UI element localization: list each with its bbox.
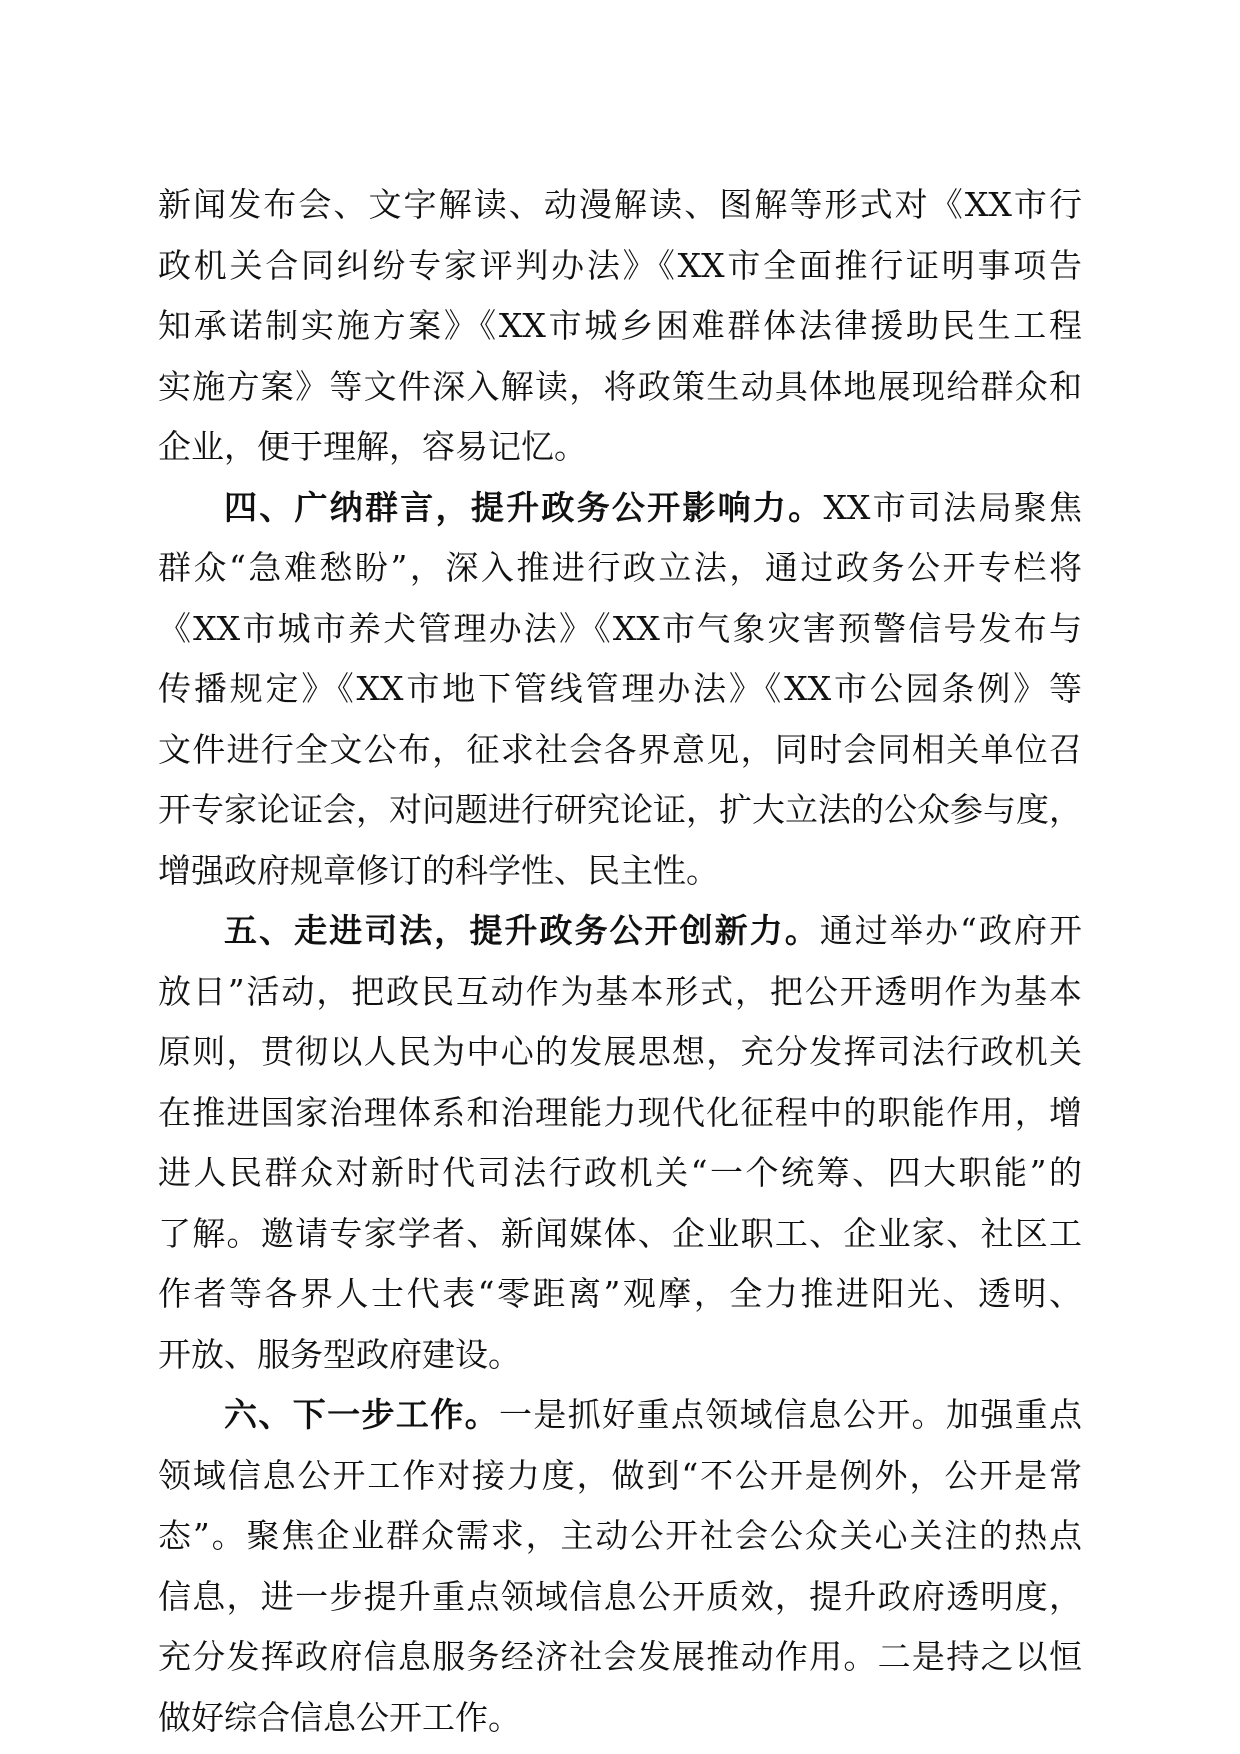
text-line: 原则，贯彻以人民为中心的发展思想，充分发挥司法行政机关: [158, 1032, 1082, 1071]
text-line: 政机关合同纠纷专家评判办法》《XX市全面推行证明事项告: [158, 245, 1082, 285]
text-line: 了解。邀请专家学者、新闻媒体、企业职工、企业家、社区工: [158, 1213, 1082, 1253]
paragraph-first-line: [158, 901, 1082, 962]
text-line: 文件进行全文公布，征求社会各界意见，同时会同相关单位召: [158, 729, 1082, 769]
text-line: 群众“急难愁盼”，深入推进行政立法，通过政务公开专栏将: [158, 548, 1082, 587]
text-line: 在推进国家治理体系和治理能力现代化征程中的职能作用，增: [158, 1092, 1082, 1132]
text-line: 传播规定》《XX市地下管线管理办法》《XX市公园条例》等: [158, 669, 1082, 708]
text-line: 企业，便于理解，容易记忆。: [158, 427, 587, 466]
text-line: 放日”活动，把政民互动作为基本形式，把公开透明作为基本: [158, 971, 1082, 1011]
text-line: 作者等各界人士代表“零距离”观摩，全力推进阳光、透明、: [158, 1274, 1082, 1313]
text-run: 一是抓好重点领域信息公开。加强重点: [499, 1395, 1082, 1434]
section-heading: 四、广纳群言，提升政务公开影响力。: [224, 487, 824, 527]
section-heading: 五、走进司法，提升政务公开创新力。: [224, 911, 820, 950]
text-run: 通过举办“政府开: [819, 911, 1082, 950]
paragraph-continuation: [158, 175, 1082, 478]
document-page: [158, 175, 1082, 1748]
text-line: 《XX市城市养犬管理办法》《XX市气象灾害预警信号发布与: [158, 608, 1082, 648]
text-line: 知承诺制实施方案》《XX市城乡困难群体法律援助民生工程: [158, 306, 1082, 345]
text-line: 新闻发布会、文字解读、动漫解读、图解等形式对《XX市行: [158, 185, 1082, 224]
section-heading: 六、下一步工作。: [224, 1395, 499, 1434]
text-line: 进人民群众对新时代司法行政机关“一个统筹、四大职能”的: [158, 1153, 1082, 1192]
text-line: 信息，进一步提升重点领域信息公开质效，提升政府透明度，: [158, 1576, 1082, 1616]
text-line: 领域信息公开工作对接力度，做到“不公开是例外，公开是常: [158, 1455, 1082, 1495]
text-line: 做好综合信息公开工作。: [158, 1697, 521, 1737]
paragraph-first-line: [158, 1385, 1082, 1446]
paragraph-section-five: [158, 901, 1082, 1385]
paragraph-section-six: [158, 1385, 1082, 1748]
text-line: 态”。聚焦企业群众需求，主动公开社会公众关心关注的热点: [158, 1516, 1082, 1555]
text-line: 开专家论证会，对问题进行研究论证，扩大立法的公众参与度，: [158, 790, 1082, 829]
paragraph-section-four: [158, 478, 1082, 902]
text-run: XX市司法局聚焦: [823, 487, 1082, 527]
text-line: 实施方案》等文件深入解读，将政策生动具体地展现给群众和: [158, 366, 1082, 406]
text-line: 充分发挥政府信息服务经济社会发展推动作用。二是持之以恒: [158, 1637, 1082, 1676]
text-line: 开放、服务型政府建设。: [158, 1334, 521, 1374]
paragraph-first-line: [158, 478, 1082, 539]
text-line: 增强政府规章修订的科学性、民主性。: [158, 850, 719, 890]
